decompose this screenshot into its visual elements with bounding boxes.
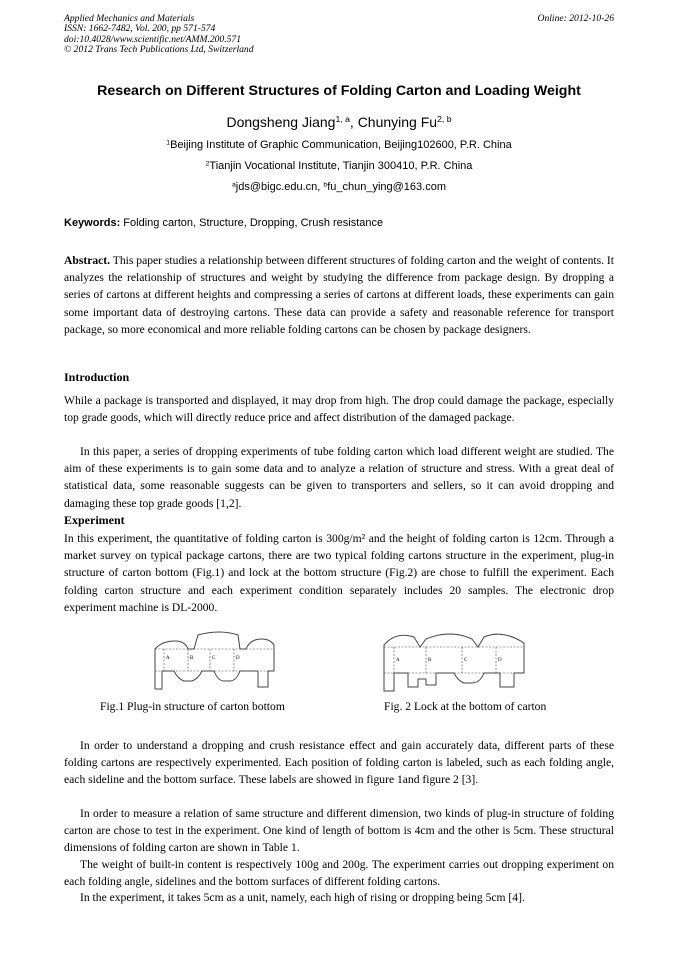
panel-label: B bbox=[190, 656, 194, 661]
figure-1-diagram bbox=[150, 627, 280, 697]
email-text: jds@bigc.edu.cn, bbox=[235, 181, 324, 193]
online-date: Online: 2012-10-26 bbox=[537, 13, 614, 24]
journal-name: Applied Mechanics and Materials bbox=[64, 13, 195, 24]
intro-paragraph: In this paper, a series of dropping experiments of tube folding carton which load different weight are studied. The aim of these experiments is to gain some data and to analyze a relation of structure and stress. With a great deal of statistical data, some reasonable suggests can be given to transporters and sellers, so it can avoid dropping and damaging these top grade goods [1,2]. bbox=[64, 445, 614, 510]
panel-label: C bbox=[212, 656, 216, 661]
keywords-label: Keywords: bbox=[64, 217, 121, 229]
figure-1-svg bbox=[150, 627, 280, 697]
author-name: Chunying Fu bbox=[357, 114, 438, 130]
figure-1-caption: Fig.1 Plug-in structure of carton bottom bbox=[100, 700, 285, 713]
journal-copyright: © 2012 Trans Tech Publications Ltd, Switzerland bbox=[64, 44, 254, 56]
panel-label: A bbox=[166, 656, 170, 661]
affiliation bbox=[0, 160, 678, 172]
author-line bbox=[0, 114, 678, 130]
email-sup: a bbox=[231, 181, 236, 189]
panel-label: D bbox=[236, 656, 240, 661]
keywords-text: Folding carton, Structure, Dropping, Crush resistance bbox=[120, 217, 384, 229]
keywords bbox=[64, 217, 383, 229]
affiliation-sup: 2 bbox=[205, 160, 210, 168]
panel-label: A bbox=[396, 658, 400, 663]
journal-doi: doi:10.4028/www.scientific.net/AMM.200.571 bbox=[64, 33, 242, 45]
section-heading-introduction: Introduction bbox=[64, 370, 130, 384]
panel-label: B bbox=[428, 658, 432, 663]
email-line bbox=[0, 181, 678, 193]
author-sup: 1, a bbox=[335, 114, 350, 125]
body-paragraph: In the experiment, it takes 5cm as a unit, namely, each high of rising or dropping being 5cm [4]. bbox=[80, 891, 525, 904]
body-paragraph: In order to measure a relation of same structure and different dimension, two kinds of plug-in structure of folding carton are chose to test in the experiment. One kind of length of bottom is 4cm and the other is 5cm. These structural dimensions of folding carton are shown in Table 1. bbox=[64, 807, 614, 855]
author-name: Dongsheng Jiang bbox=[226, 114, 336, 130]
affiliation-text: Tianjin Vocational Institute, Tianjin 300410, P.R. China bbox=[209, 160, 473, 172]
figure-2-svg bbox=[380, 627, 530, 699]
abstract-text: This paper studies a relationship between different structures of folding carton and the weight of contents. It analyzes the relationship of structures and weight by studying the difference from package design. By dropping a series of cartons at different heights and compressing a series of cartons at different loads, these experiments can gain some important data of destroying cartons. These data can provide a safety and reasonable reference for transport package, so more economical and more reliable folding cartons can be chosen by package designers. bbox=[64, 254, 614, 336]
intro-paragraph: While a package is transported and displayed, it may drop from high. The drop could damage the package, especially top grade goods, which will directly reduce price and affect distribution of the damaged package. bbox=[64, 394, 614, 425]
section-heading-experiment: Experiment bbox=[64, 513, 125, 527]
abstract bbox=[64, 252, 614, 338]
affiliation bbox=[0, 139, 678, 151]
affiliation-sup: 1 bbox=[166, 139, 171, 147]
paper-title: Research on Different Structures of Folding Carton and Loading Weight bbox=[97, 83, 581, 99]
experiment-paragraph: In this experiment, the quantitative of folding carton is 300g/m² and the height of folding carton is 12cm. Through a market survey on typical package cartons, there are two typical folding cartons structure in the experiment, plug-in structure of carton bottom (Fig.1) and lock at the bottom structure (Fig.2) are chose to fulfill the experiment. Each folding carton structure and each experiment condition separately includes 20 samples. The electronic drop experiment machine is DL-2000. bbox=[64, 532, 614, 614]
panel-label: D bbox=[498, 658, 502, 663]
figure-2-diagram bbox=[380, 627, 530, 699]
author-separator: , bbox=[349, 114, 358, 130]
journal-header bbox=[64, 14, 254, 56]
body-paragraph: In order to understand a dropping and crush resistance effect and gain accurately data, different parts of these folding cartons are respectively experimented. Each position of folding carton is labeled, such as each folding angle, each sideline and the bottom surface. These labels are showed in figure 1and figure 2 [3]. bbox=[64, 739, 614, 787]
journal-issn: ISSN: 1662-7482, Vol. 200, pp 571-574 bbox=[64, 23, 216, 35]
panel-label: C bbox=[464, 658, 468, 663]
affiliation-text: Beijing Institute of Graphic Communication, Beijing102600, P.R. China bbox=[170, 139, 512, 151]
email-text: fu_chun_ying@163.com bbox=[327, 181, 446, 193]
author-sup: 2, b bbox=[437, 114, 452, 125]
figure-2-caption: Fig. 2 Lock at the bottom of carton bbox=[384, 700, 547, 713]
body-paragraph: The weight of built-in content is respectively 100g and 200g. The experiment carries out dropping experiment on each folding angle, sidelines and the bottom surfaces of different folding cartons. bbox=[64, 858, 614, 889]
abstract-label: Abstract. bbox=[64, 254, 111, 267]
email-sup: b bbox=[323, 181, 328, 189]
